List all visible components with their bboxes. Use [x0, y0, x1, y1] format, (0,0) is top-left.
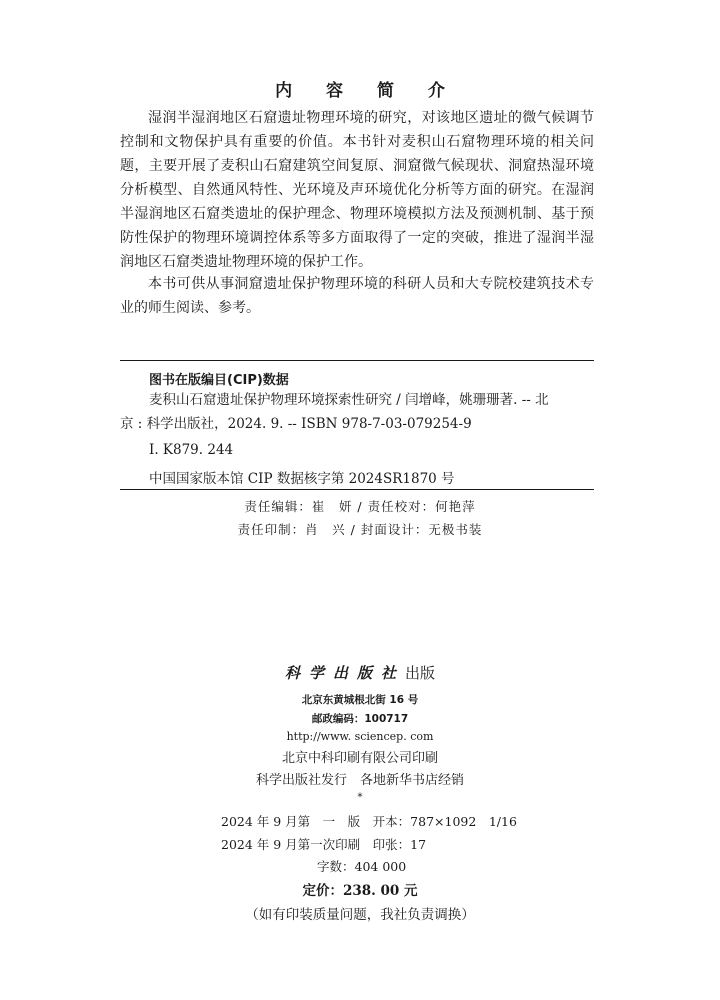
cip-verification-number: 中国国家版本馆 CIP 数据核字第 2024SR1870 号	[149, 471, 455, 487]
summary-title: 内 容 简 介	[275, 81, 459, 101]
publisher-suffix: 出版	[405, 664, 436, 682]
separator-star: *	[357, 792, 363, 803]
price: 定价：238. 00 元	[302, 883, 418, 899]
cip-heading: 图书在版编目(CIP)数据	[149, 373, 289, 388]
publisher-logo: 科学出版社	[284, 664, 405, 682]
cip-record-line-2: 京 : 科学出版社，2024. 9. -- ISBN 978-7-03-079254-9	[120, 416, 472, 432]
distribution-line: 科学出版社发行 各地新华书店经销	[255, 773, 464, 788]
printing-line: 2024 年 9 月第一次印刷 印张：17	[221, 837, 427, 852]
printer-line: 北京中科印刷有限公司印刷	[281, 751, 438, 766]
quality-note: （如有印装质量问题，我社负责调换）	[245, 907, 475, 923]
editor-credits: 责任编辑：崔 妍 / 责任校对：何艳萍	[244, 499, 476, 514]
publisher-address: 北京东黄城根北街 16 号	[301, 694, 419, 706]
summary-paragraph-2: 本书可供从事洞窟遗址保护物理环境的科研人员和大专院校建筑技术专业的师生阅读、参考。	[120, 276, 594, 316]
edition-line: 2024 年 9 月第 一 版 开本：787×1092 1/16	[221, 814, 517, 829]
publisher-postcode: 邮政编码：100717	[311, 713, 409, 725]
cip-bottom-rule	[120, 489, 594, 490]
production-credits: 责任印制：肖 兴 / 封面设计：无极书装	[237, 522, 483, 537]
publisher-line	[0, 662, 720, 683]
cip-classification: Ⅰ. K879. 244	[149, 442, 234, 458]
publisher-url: http://www. sciencep. com	[286, 730, 434, 743]
word-count: 字数：404 000	[317, 859, 407, 874]
summary-paragraph-1: 湿润半湿润地区石窟遗址物理环境的研究，对该地区遗址的微气候调节控制和文物保护具有重要的价值。本书针对麦积山石窟物理环境的相关问题，主要开展了麦积山石窟建筑空间复原、洞窟微气候现状、洞窟热湿环境分析模型、自然通风特性、光环境及声环境优化分析等方面的研究。在湿润半湿润地区石窟类遗址的保护理念、物理环境模拟方法及预测机制、基于预防性保护的物理环境调控体系等多方面取得了一定的突破，推进了湿润半湿润地区石窟类遗址物理环境的保护工作。	[120, 110, 594, 270]
cip-top-rule	[120, 360, 594, 361]
cip-record-line-1: 麦积山石窟遗址保护物理环境探索性研究 / 闫增峰，姚珊珊著. -- 北	[149, 392, 549, 408]
